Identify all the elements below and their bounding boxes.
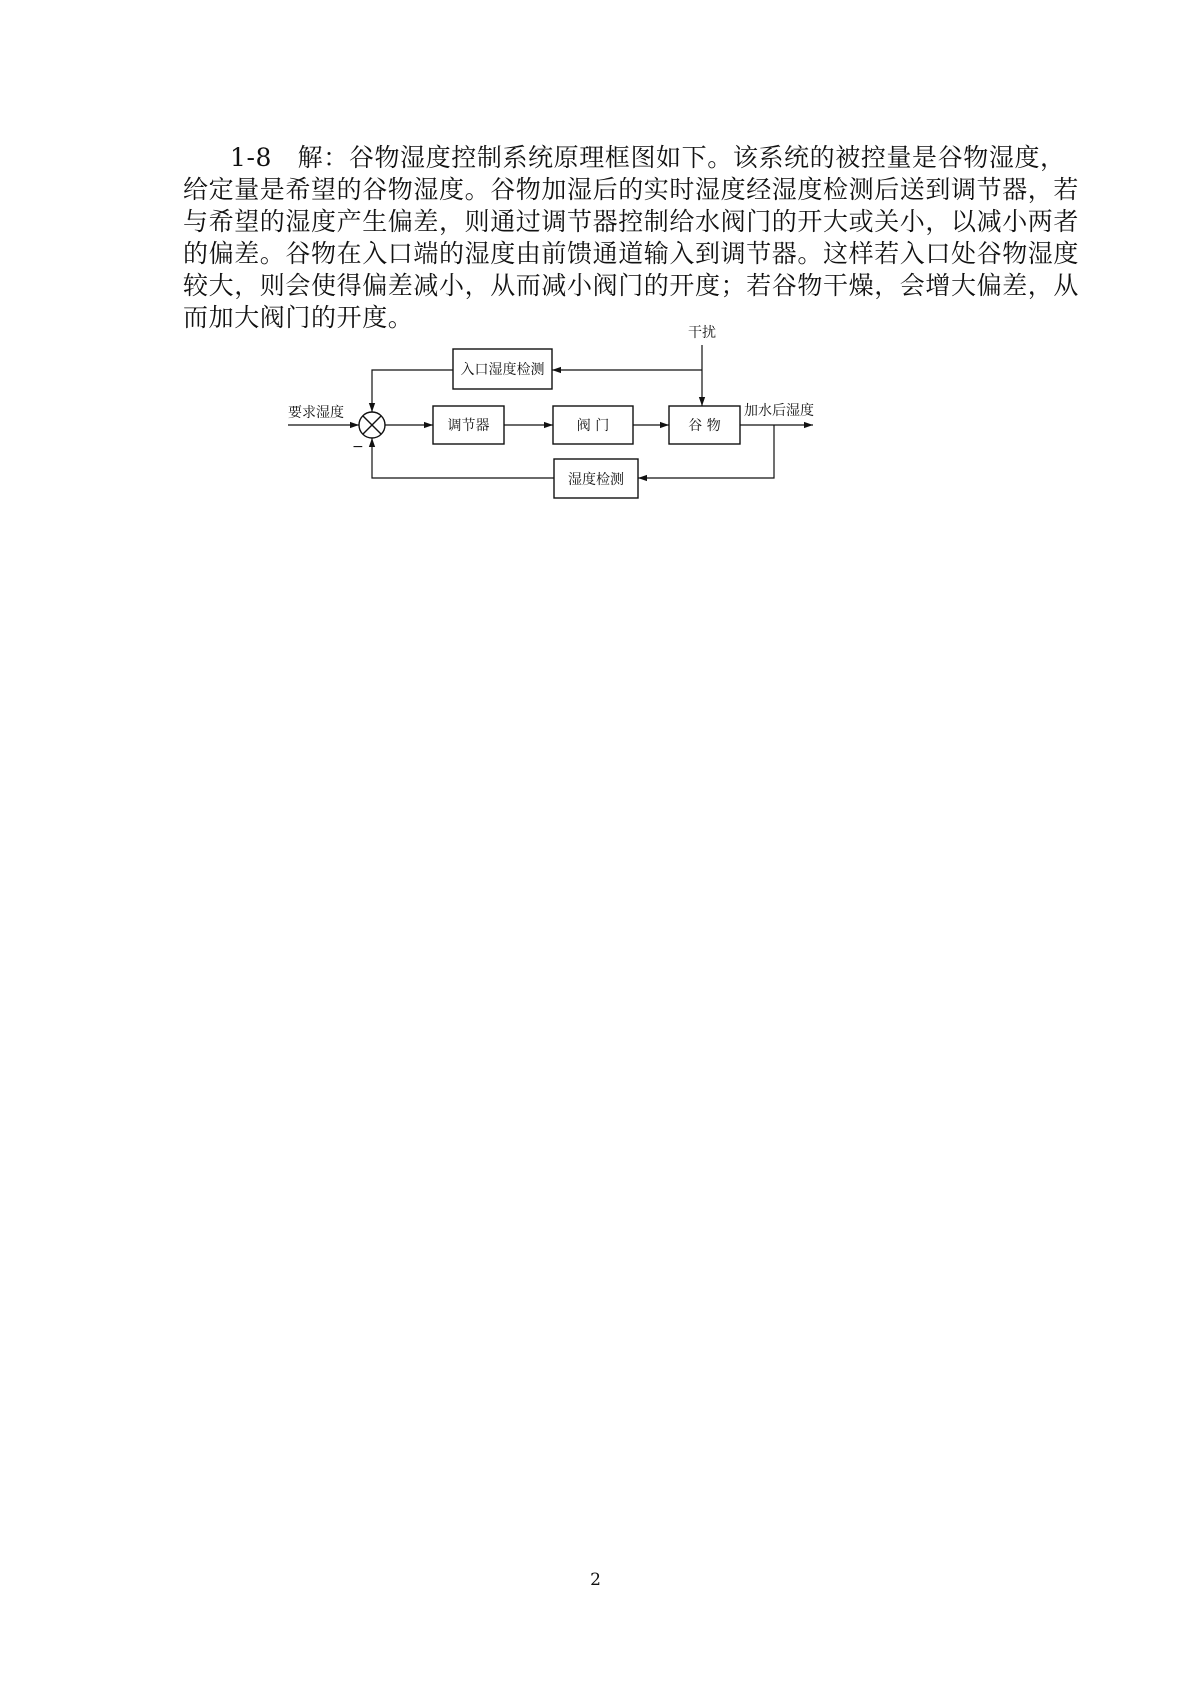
paragraph-line: 而加大阀门的开度。 xyxy=(183,303,414,332)
summing-junction xyxy=(359,412,385,438)
disturbance-label: 干扰 xyxy=(688,325,716,341)
inlet-detection-label: 入口湿度检测 xyxy=(460,362,545,378)
block-diagram-svg xyxy=(288,325,900,545)
inlet-detection-block xyxy=(453,349,552,389)
block-diagram xyxy=(288,325,900,545)
grain-block xyxy=(669,406,740,444)
minus-sign: − xyxy=(352,439,364,455)
humidity-detection-label: 湿度检测 xyxy=(568,472,624,488)
paragraph-line: 给定量是希望的谷物湿度。谷物加湿后的实时湿度经湿度检测后送到调节器，若 xyxy=(183,175,1080,204)
paragraph-line: 1-8 解：谷物湿度控制系统原理框图如下。该系统的被控量是谷物湿度， xyxy=(230,143,1066,172)
body-paragraph xyxy=(183,142,1080,334)
page-number: 2 xyxy=(590,1570,601,1590)
grain-label: 谷 物 xyxy=(688,418,721,434)
paragraph-line: 与希望的湿度产生偏差，则通过调节器控制给水阀门的开大或关小，以减小两者 xyxy=(183,207,1080,236)
valve-label: 阀 门 xyxy=(576,418,610,434)
valve-block xyxy=(553,406,633,444)
paragraph-line: 的偏差。谷物在入口端的湿度由前馈通道输入到调节器。这样若入口处谷物湿度 xyxy=(183,239,1080,268)
controller-label: 调节器 xyxy=(447,418,490,434)
input-label: 要求湿度 xyxy=(288,405,344,421)
controller-block xyxy=(433,406,504,444)
humidity-detection-block xyxy=(554,459,638,498)
paragraph-line: 较大，则会使得偏差减小，从而减小阀门的开度；若谷物干燥，会增大偏差，从 xyxy=(183,271,1080,300)
output-label: 加水后湿度 xyxy=(744,403,814,419)
